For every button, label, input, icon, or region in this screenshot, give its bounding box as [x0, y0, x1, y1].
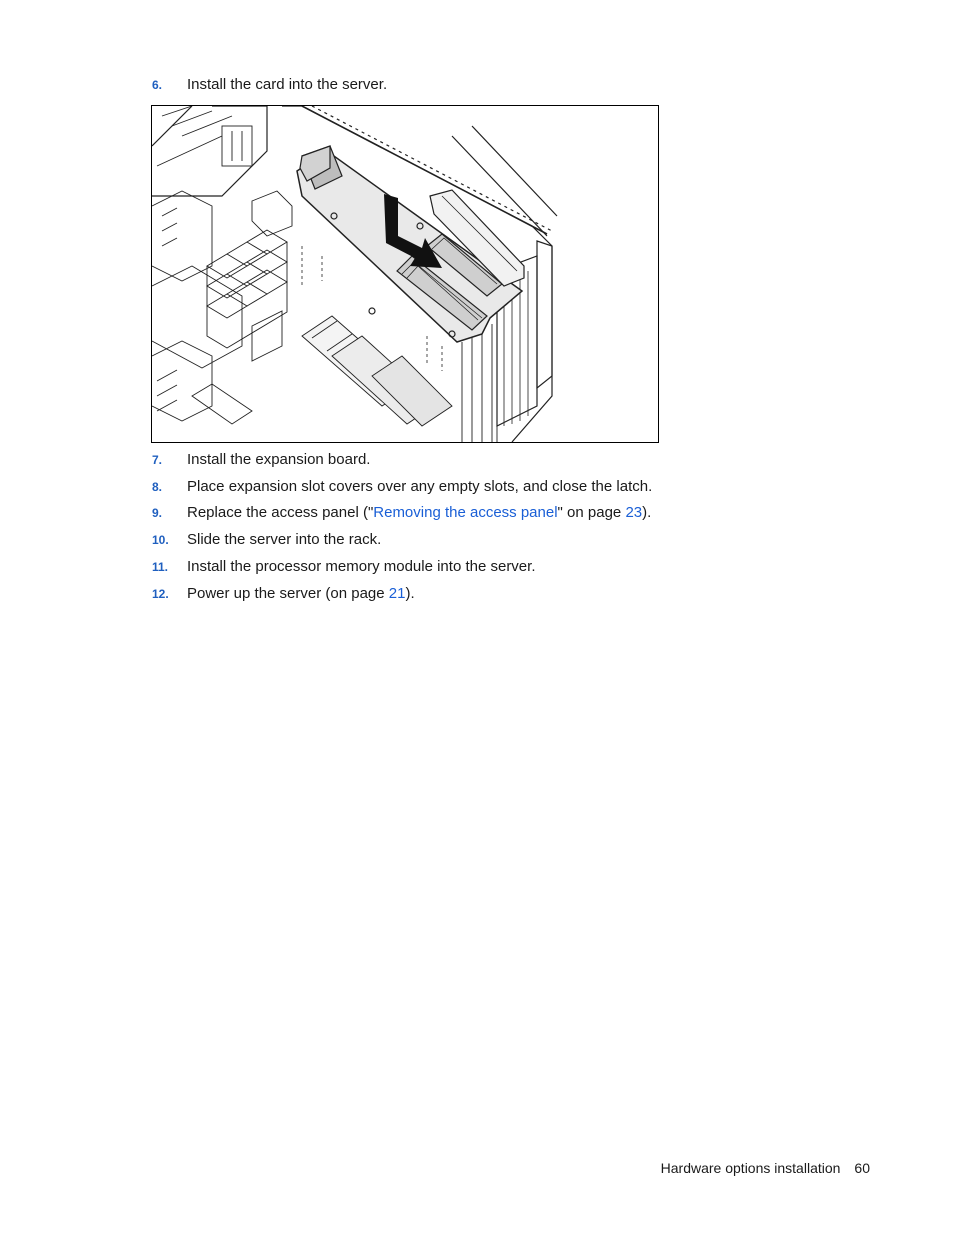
installation-illustration	[151, 105, 659, 443]
step-number: 10.	[152, 533, 169, 547]
step-number: 6.	[152, 78, 163, 92]
step-text-pre: Power up the server (on page	[187, 585, 389, 602]
footer-section-title: Hardware options installation	[660, 1160, 841, 1176]
step-text-post: ).	[642, 504, 652, 521]
step-text: Place expansion slot covers over any empty slots, and close the latch.	[187, 478, 653, 495]
step-text: Install the processor memory module into the server.	[187, 558, 536, 575]
step-text	[187, 584, 415, 604]
step-number: 7.	[152, 453, 163, 467]
step-number: 8.	[152, 480, 163, 494]
page-footer	[661, 1158, 870, 1178]
server-chassis-drawing	[152, 106, 658, 442]
step-text-mid: " on page	[557, 504, 626, 521]
removing-access-panel-link[interactable]: Removing the access panel	[373, 504, 558, 521]
step-text: Slide the server into the rack.	[187, 531, 382, 548]
step-number: 11.	[152, 560, 169, 574]
page-21-link[interactable]: 21	[388, 585, 406, 602]
step-text: Install the card into the server.	[187, 76, 388, 93]
page-23-link[interactable]: 23	[625, 504, 643, 521]
step-text-post: ).	[405, 585, 415, 602]
step-number: 12.	[152, 587, 169, 601]
step-number: 9.	[152, 506, 163, 520]
step-text	[187, 503, 651, 523]
step-text-pre: Replace the access panel ("	[187, 504, 374, 521]
page-number: 60	[854, 1160, 870, 1176]
step-text: Install the expansion board.	[187, 451, 371, 468]
